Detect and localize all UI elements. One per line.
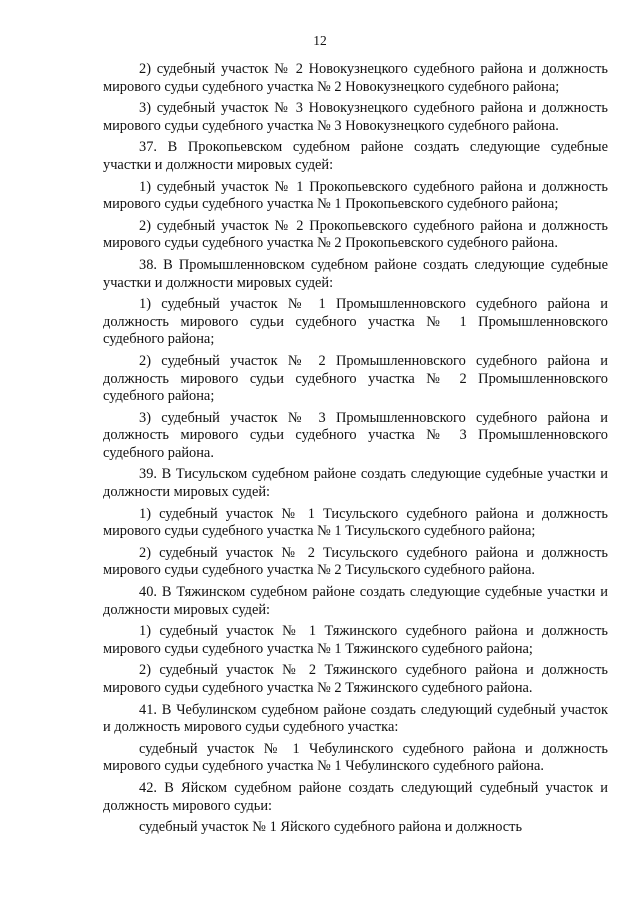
paragraph: 2) судебный участок № 2 Новокузнецкого судебного района и должность мирового судьи судебного участка № 2 Новокузнецкого судебного района; [103, 61, 608, 95]
paragraph: 1) судебный участок № 1 Промышленновского судебного района и должность мирового судьи судебного участка № 1 Промышленновского судебного района; [103, 296, 608, 348]
paragraph: судебный участок № 1 Чебулинского судебного района и должность мирового судьи судебного участка № 1 Чебулинского судебного района. [103, 740, 608, 775]
paragraph: 2) судебный участок № 2 Тяжинского судебного района и должность мирового судьи судебного участка № 2 Тяжинского судебного района. [103, 662, 608, 696]
paragraph: 39. В Тисульском судебном районе создать следующие судебные участки и должности мировых судей: [103, 466, 608, 501]
paragraph: 2) судебный участок № 2 Промышленновского судебного района и должность мирового судьи судебного участка № 2 Промышленновского судебного района; [103, 352, 608, 405]
paragraph: 40. В Тяжинском судебном районе создать следующие судебные участки и должности мировых судей: [103, 584, 608, 618]
paragraph: 2) судебный участок № 2 Прокопьевского судебного района и должность мирового судьи судебного участка № 2 Прокопьевского судебного района. [103, 217, 608, 252]
paragraph: 1) судебный участок № 1 Прокопьевского судебного района и должность мирового судьи судебного участка № 1 Прокопьевского судебного района; [103, 178, 608, 213]
paragraph: судебный участок № 1 Яйского судебного района и должность [139, 819, 523, 836]
paragraph: 3) судебный участок № 3 Промышленновского судебного района и должность мирового судьи судебного участка № 3 Промышленновского судебного района. [103, 409, 608, 461]
paragraph: 1) судебный участок № 1 Тисульского судебного района и должность мирового судьи судебного участка № 1 Тисульского судебного района; [103, 505, 608, 540]
paragraph: 41. В Чебулинском судебном районе создать следующий судебный участок и должность мирового судьи судебного участка: [103, 701, 608, 736]
paragraph: 38. В Промышленновском судебном районе создать следующие судебные участки и должности мировых судей: [103, 256, 608, 291]
paragraph: 1) судебный участок № 1 Тяжинского судебного района и должность мирового судьи судебного участка № 1 Тяжинского судебного района; [103, 623, 608, 657]
paragraph: 42. В Яйском судебном районе создать следующий судебный участок и должность мирового судьи: [103, 779, 608, 814]
paragraph: 37. В Прокопьевском судебном районе создать следующие судебные участки и должности мировых судей: [103, 139, 608, 173]
paragraph: 3) судебный участок № 3 Новокузнецкого судебного района и должность мирового судьи судебного участка № 3 Новокузнецкого судебного района. [103, 100, 608, 134]
document-body [103, 61, 608, 841]
paragraph: 2) судебный участок № 2 Тисульского судебного района и должность мирового судьи судебного участка № 2 Тисульского судебного района. [103, 544, 608, 579]
page-number: 12 [313, 33, 327, 48]
